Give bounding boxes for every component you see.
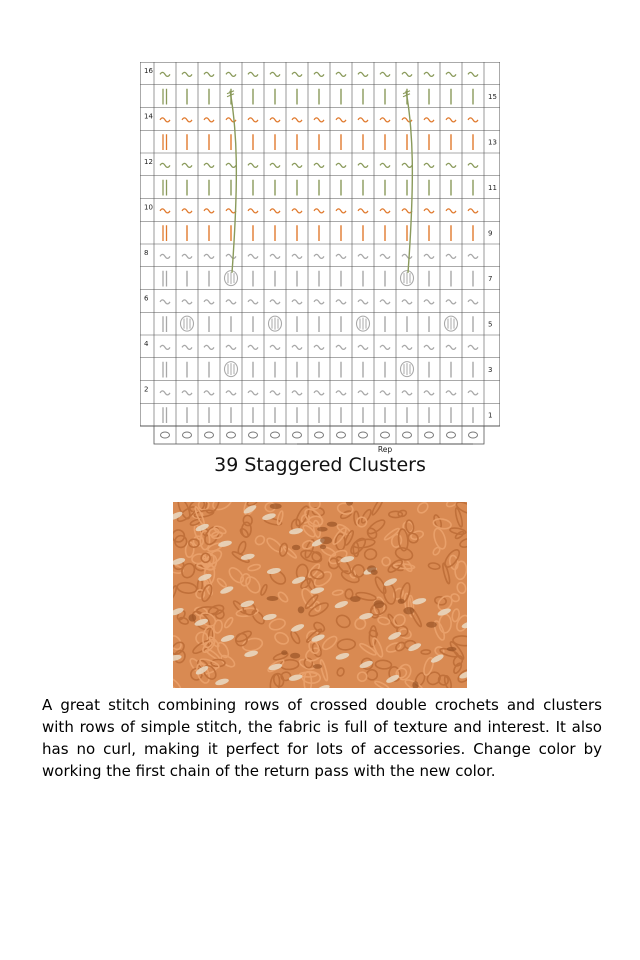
return-pass-symbol — [446, 254, 456, 258]
crochet-swatch-photo — [173, 502, 467, 688]
return-pass-symbol — [314, 300, 324, 304]
return-pass-symbol — [402, 254, 412, 258]
return-pass-symbol — [270, 163, 280, 167]
return-pass-symbol — [182, 163, 192, 167]
return-pass-symbol — [292, 163, 302, 167]
row-number-right: 13 — [488, 138, 497, 147]
return-pass-symbol — [182, 391, 192, 395]
return-pass-symbol — [292, 118, 302, 122]
return-pass-symbol — [292, 209, 302, 213]
row-number-left: 16 — [144, 67, 153, 75]
return-pass-symbol — [424, 72, 434, 76]
return-pass-symbol — [248, 209, 258, 213]
return-pass-symbol — [446, 72, 456, 76]
chain-stitch-symbol — [183, 432, 192, 438]
chain-stitch-symbol — [293, 432, 302, 438]
return-pass-symbol — [292, 345, 302, 349]
chain-stitch-symbol — [403, 432, 412, 438]
row-number-left: 10 — [144, 203, 153, 212]
chain-stitch-symbol — [359, 432, 368, 438]
return-pass-symbol — [226, 72, 236, 76]
return-pass-symbol — [468, 300, 478, 304]
return-pass-symbol — [204, 254, 214, 258]
return-pass-symbol — [160, 254, 170, 258]
row-number-right: 3 — [488, 365, 493, 374]
return-pass-symbol — [446, 345, 456, 349]
return-pass-symbol — [226, 163, 236, 167]
return-pass-symbol — [358, 163, 368, 167]
return-pass-symbol — [424, 163, 434, 167]
return-pass-symbol — [248, 345, 258, 349]
row-number-left: 2 — [144, 385, 149, 394]
chain-row — [154, 426, 484, 444]
return-pass-symbol — [314, 254, 324, 258]
return-pass-symbol — [468, 254, 478, 258]
return-pass-symbol — [226, 345, 236, 349]
return-pass-symbol — [292, 72, 302, 76]
return-pass-symbol — [270, 118, 280, 122]
return-pass-symbol — [314, 163, 324, 167]
return-pass-symbol — [358, 300, 368, 304]
return-pass-symbol — [402, 163, 412, 167]
return-pass-symbol — [380, 118, 390, 122]
return-pass-symbol — [248, 72, 258, 76]
row-number-right: 9 — [488, 229, 493, 238]
return-pass-symbol — [314, 391, 324, 395]
return-pass-symbol — [182, 300, 192, 304]
row-number-left: 8 — [144, 249, 149, 257]
return-pass-symbol — [336, 209, 346, 213]
return-pass-symbol — [446, 163, 456, 167]
return-pass-symbol — [446, 300, 456, 304]
return-pass-symbol — [160, 163, 170, 167]
return-pass-symbol — [314, 209, 324, 213]
row-number-left: 4 — [144, 340, 149, 348]
return-pass-symbol — [336, 118, 346, 122]
return-pass-symbol — [160, 300, 170, 304]
return-pass-symbol — [336, 254, 346, 258]
chain-stitch-symbol — [205, 432, 214, 438]
row-number-right: 5 — [488, 320, 493, 329]
return-pass-symbol — [358, 72, 368, 76]
return-pass-symbol — [468, 118, 478, 122]
return-pass-symbol — [314, 345, 324, 349]
return-pass-symbol — [380, 254, 390, 258]
chain-stitch-symbol — [337, 432, 346, 438]
return-pass-symbol — [248, 300, 258, 304]
return-pass-symbol — [468, 209, 478, 213]
chain-stitch-symbol — [381, 432, 390, 438]
chain-stitch-symbol — [425, 432, 434, 438]
return-pass-symbol — [336, 163, 346, 167]
chain-stitch-symbol — [249, 432, 258, 438]
return-pass-symbol — [182, 72, 192, 76]
return-pass-symbol — [402, 391, 412, 395]
row-number-right: 11 — [488, 183, 497, 192]
return-pass-symbol — [380, 72, 390, 76]
return-pass-symbol — [270, 345, 280, 349]
row-number-left: 12 — [144, 158, 153, 166]
pattern-title: 39 Staggered Clusters — [214, 454, 426, 476]
return-pass-symbol — [468, 72, 478, 76]
return-pass-symbol — [226, 300, 236, 304]
return-pass-symbol — [358, 118, 368, 122]
return-pass-symbol — [446, 391, 456, 395]
stitch-chart — [140, 62, 500, 454]
return-pass-symbol — [358, 209, 368, 213]
chain-stitch-symbol — [469, 432, 478, 438]
return-pass-symbol — [204, 72, 214, 76]
return-pass-symbol — [468, 391, 478, 395]
return-pass-symbol — [204, 163, 214, 167]
return-pass-symbol — [204, 345, 214, 349]
chain-stitch-symbol — [161, 432, 170, 438]
return-pass-symbol — [380, 391, 390, 395]
return-pass-symbol — [424, 300, 434, 304]
chain-stitch-symbol — [227, 432, 236, 438]
return-pass-symbol — [402, 300, 412, 304]
return-pass-symbol — [314, 72, 324, 76]
return-pass-symbol — [226, 254, 236, 258]
return-pass-symbol — [182, 345, 192, 349]
return-pass-symbol — [380, 163, 390, 167]
return-pass-symbol — [336, 391, 346, 395]
return-pass-symbol — [358, 391, 368, 395]
return-pass-symbol — [424, 391, 434, 395]
return-pass-symbol — [248, 391, 258, 395]
pattern-description: A great stitch combining rows of crossed double crochets and clusters with rows of simple stitch, the fabric is full of texture and interest. It also has no curl, making it perfect for lots of accessories. Change color by working the first chain of the return pass with the new color. — [42, 696, 602, 780]
return-pass-symbol — [160, 391, 170, 395]
return-pass-symbol — [380, 300, 390, 304]
return-pass-symbol — [270, 72, 280, 76]
return-pass-symbol — [270, 300, 280, 304]
return-pass-symbol — [160, 209, 170, 213]
chain-stitch-symbol — [315, 432, 324, 438]
return-pass-symbol — [248, 163, 258, 167]
return-pass-symbol — [402, 345, 412, 349]
return-pass-symbol — [424, 345, 434, 349]
return-pass-symbol — [160, 118, 170, 122]
return-pass-symbol — [468, 345, 478, 349]
return-pass-symbol — [160, 72, 170, 76]
return-pass-symbol — [292, 254, 302, 258]
return-pass-symbol — [182, 118, 192, 122]
row-number-left: 14 — [144, 112, 153, 121]
return-pass-symbol — [182, 209, 192, 213]
return-pass-symbol — [358, 254, 368, 258]
return-pass-symbol — [446, 209, 456, 213]
row-number-right: 7 — [488, 274, 493, 283]
repeat-label: Rep — [377, 445, 393, 454]
return-pass-symbol — [204, 300, 214, 304]
return-pass-symbol — [468, 163, 478, 167]
return-pass-symbol — [336, 345, 346, 349]
return-pass-symbol — [402, 72, 412, 76]
return-pass-symbol — [226, 391, 236, 395]
return-pass-symbol — [160, 345, 170, 349]
return-pass-symbol — [270, 254, 280, 258]
return-pass-symbol — [182, 254, 192, 258]
row-number-left: 6 — [144, 294, 149, 303]
return-pass-symbol — [248, 118, 258, 122]
return-pass-symbol — [358, 345, 368, 349]
chain-stitch-symbol — [447, 432, 456, 438]
return-pass-symbol — [380, 209, 390, 213]
return-pass-symbol — [402, 209, 412, 213]
return-pass-symbol — [314, 118, 324, 122]
return-pass-symbol — [204, 209, 214, 213]
return-pass-symbol — [446, 118, 456, 122]
return-pass-symbol — [270, 391, 280, 395]
return-pass-symbol — [424, 209, 434, 213]
return-pass-symbol — [204, 391, 214, 395]
return-pass-symbol — [226, 209, 236, 213]
return-pass-symbol — [248, 254, 258, 258]
return-pass-symbol — [424, 118, 434, 122]
row-number-right: 15 — [488, 92, 497, 101]
return-pass-symbol — [424, 254, 434, 258]
return-pass-symbol — [292, 391, 302, 395]
return-pass-symbol — [336, 72, 346, 76]
return-pass-symbol — [270, 209, 280, 213]
return-pass-symbol — [204, 118, 214, 122]
return-pass-symbol — [336, 300, 346, 304]
return-pass-symbol — [292, 300, 302, 304]
return-pass-symbol — [380, 345, 390, 349]
chain-stitch-symbol — [271, 432, 280, 438]
row-number-right: 1 — [488, 411, 493, 420]
